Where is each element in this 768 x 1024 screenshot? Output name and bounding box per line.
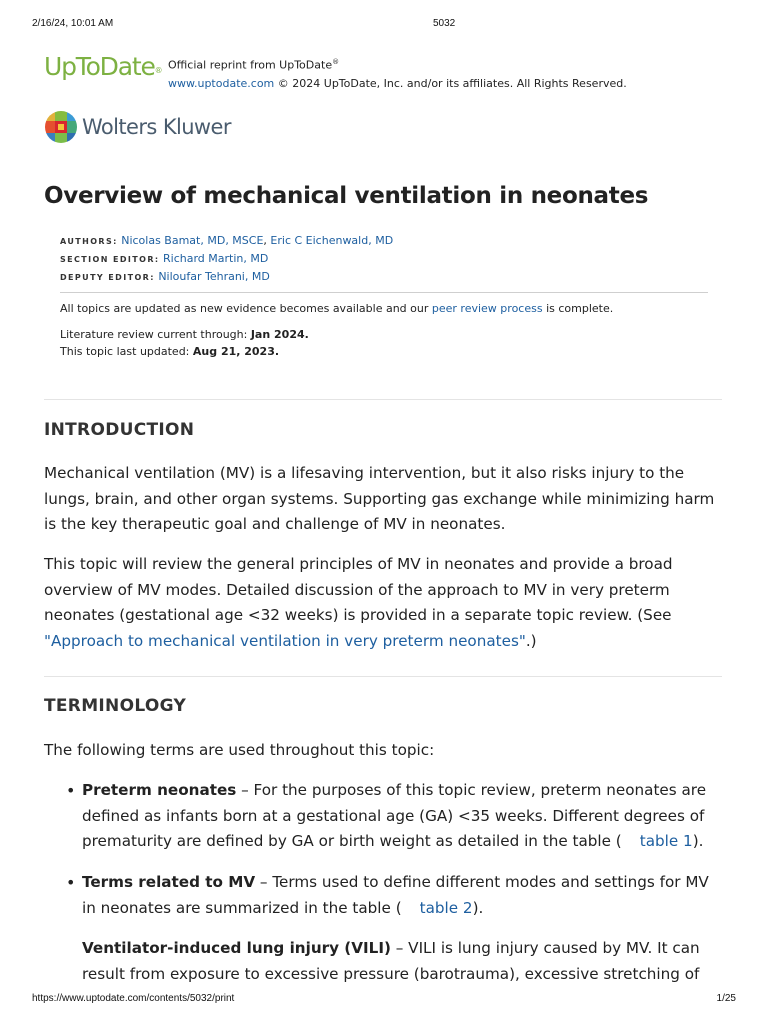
print-page-number: 1/25 xyxy=(716,993,736,1004)
uptodate-logo[interactable]: UpToDate® xyxy=(44,52,163,81)
literature-review-line: Literature review current through: Jan 2024. xyxy=(60,328,309,341)
term-vili: Ventilator-induced lung injury (VILI) xyxy=(82,939,391,957)
print-datetime: 2/16/24, 10:01 AM xyxy=(32,18,114,29)
introduction-heading: INTRODUCTION xyxy=(44,420,195,440)
last-updated-line: This topic last updated: Aug 21, 2023. xyxy=(60,345,280,358)
introduction-paragraph-1: Mechanical ventilation (MV) is a lifesaving intervention, but it also risks injury to the lungs, brain, and other organ systems. Supporting gas exchange while minimizing harm is the key therapeutic goal and challenge of MV in neonates. xyxy=(44,464,715,533)
divider xyxy=(44,676,722,677)
uptodate-url-link[interactable]: www.uptodate.com xyxy=(168,76,275,90)
table-2-link[interactable]: table 2 xyxy=(419,898,473,917)
last-updated-date: Aug 21, 2023. xyxy=(192,345,280,358)
literature-review-date: Jan 2024. xyxy=(250,328,309,341)
list-item: • Ventilator-induced lung injury (VILI) – VILI is lung injury caused by MV. It can result from exposure to excessive pressure (barotrauma), excessive stretching of xyxy=(82,936,722,987)
wolters-kluwer-logo xyxy=(44,108,304,148)
peer-review-link[interactable]: peer review process xyxy=(431,302,543,315)
print-page-id: 5032 xyxy=(433,18,456,29)
wolters-kluwer-icon xyxy=(44,110,78,144)
section-editor-label: SECTION EDITOR: xyxy=(60,255,160,264)
wolters-kluwer-name: Wolters Kluwer xyxy=(82,115,231,139)
table-1-link[interactable]: table 1 xyxy=(639,832,693,850)
deputy-editor-label: DEPUTY EDITOR: xyxy=(60,273,155,282)
section-editor-link[interactable]: Richard Martin, MD xyxy=(163,252,269,265)
deputy-editor-link[interactable]: Niloufar Tehrani, MD xyxy=(158,270,270,283)
authors-line: AUTHORS: Nicolas Bamat, MD, MSCE, Eric C Eichenwald, MD xyxy=(60,234,394,247)
authors-label: AUTHORS: xyxy=(60,237,118,246)
terminology-intro: The following terms are used throughout this topic: xyxy=(44,741,435,759)
article-contributors xyxy=(60,232,708,286)
author-link-eichenwald[interactable]: Eric C Eichenwald, MD xyxy=(270,234,394,247)
deputy-editor-line xyxy=(60,268,708,286)
print-header xyxy=(32,18,736,32)
term-related-to-mv: Terms related to MV xyxy=(82,873,256,891)
term-preterm-neonates: Preterm neonates xyxy=(82,781,237,799)
brand-row xyxy=(44,50,724,90)
article-title: Overview of mechanical ventilation in neonates xyxy=(44,183,649,209)
update-info xyxy=(60,292,708,360)
print-footer xyxy=(32,993,736,1007)
introduction-paragraph-2: This topic will review the general principles of MV in neonates and provide a broad overview of MV modes. Detailed discussion of the approach to MV in very preterm neonates (gestational age <32 weeks) is provided in a separate topic review. (See "Approach to mechanical ventilation in very preterm neonates".) xyxy=(44,555,673,650)
terminology-heading: TERMINOLOGY xyxy=(44,696,187,716)
copyright-text: © 2024 UpToDate, Inc. and/or its affiliates. All Rights Reserved. xyxy=(277,76,627,90)
reprint-notice: Official reprint from UpToDate® www.uptodate.com © 2024 UpToDate, Inc. and/or its affiliates. All Rights Reserved. xyxy=(168,58,627,90)
print-url: https://www.uptodate.com/contents/5032/print xyxy=(32,993,235,1004)
list-item: • Terms related to MV – Terms used to define different modes and settings for MV in neonates are summarized in the table ( table 2). xyxy=(82,870,722,921)
divider xyxy=(44,399,722,400)
approach-topic-link[interactable]: "Approach to mechanical ventilation in very preterm neonates" xyxy=(44,631,526,650)
peer-review-note: All topics are updated as new evidence becomes available and our peer review process is complete. xyxy=(60,302,614,315)
section-editor-line xyxy=(60,250,708,268)
reprint-line: Official reprint from UpToDate xyxy=(168,58,333,72)
list-item: • Preterm neonates – For the purposes of this topic review, preterm neonates are defined as infants born at a gestational age (GA) <35 weeks. Different degrees of prematurity are defined by GA or birth weight as detailed in the table ( table 1). xyxy=(82,778,722,855)
author-link-bamat[interactable]: Nicolas Bamat, MD, MSCE xyxy=(121,234,264,247)
